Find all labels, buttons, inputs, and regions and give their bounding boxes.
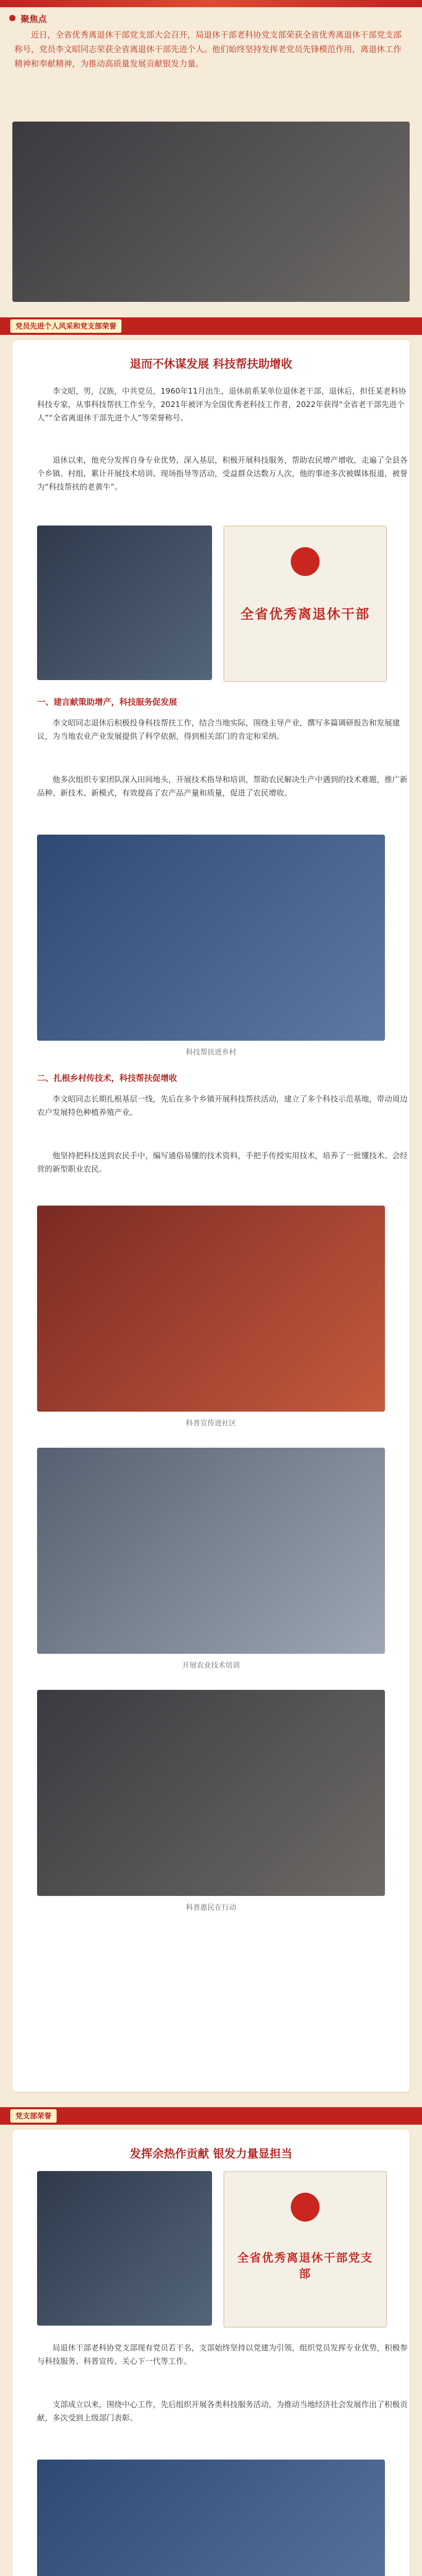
portrait-photo bbox=[37, 526, 212, 680]
card-1-para-4: 他多次组织专家团队深入田间地头，开展技术指导和培训，帮助农民解决生产中遇到的技术难题，推广新品种、新技术、新模式，有效提高了农产品产量和质量，促进了农民增收。 bbox=[37, 775, 408, 798]
header-title: 聚焦点 bbox=[21, 14, 47, 25]
card-1-para-5: 李文昭同志长期扎根基层一线，先后在多个乡镇开展科技帮扶活动，建立了多个科技示范基地，带动周边农户发展特色种植养殖产业。 bbox=[37, 1094, 408, 1117]
card-2 bbox=[12, 2130, 410, 2576]
photo-2 bbox=[37, 1206, 385, 1412]
caption-2: 科普宣传进社区 bbox=[186, 1419, 236, 1428]
section-bar-1 bbox=[0, 317, 422, 335]
photo-4 bbox=[37, 1690, 385, 1896]
emblem-icon bbox=[291, 547, 320, 576]
emblem-icon-2 bbox=[291, 2193, 320, 2222]
card-1 bbox=[12, 340, 410, 2092]
certificate-image bbox=[223, 526, 387, 682]
card-2-para-1: 局退休干部老科协党支部现有党员若干名，支部始终坚持以党建为引领，组织党员发挥专业优势，积极参与科技服务、科普宣传、关心下一代等工作。 bbox=[37, 2343, 408, 2366]
card-1-subheading-1: 一、建言献策助增产，科技服务促发展 bbox=[37, 697, 178, 707]
card-1-subheading-2: 二、扎根乡村传技术，科技帮扶促增收 bbox=[37, 1073, 178, 1083]
section-dot-icon bbox=[9, 15, 15, 21]
intro-paragraph: 近日，全省优秀离退休干部党支部大会召开，局退休干部老科协党支部荣获全省优秀离退休干部党支部称号，党员李文昭同志荣获全省离退休干部先进个人。他们始终坚持发挥老党员先锋模范作用，离退休工作精神和奉献精神，为推动高质量发展贡献银发力量。 bbox=[14, 30, 402, 69]
section-badge-2: 党支部荣誉 bbox=[10, 2109, 57, 2123]
card-1-para-6: 他坚持把科技送到农民手中，编写通俗易懂的技术资料，手把手传授实用技术，培养了一批懂技术、会经营的新型职业农民。 bbox=[37, 1151, 408, 1174]
section-bar-2 bbox=[0, 2107, 422, 2125]
card-1-para-3: 李文昭同志退休后积极投身科技帮扶工作，结合当地实际，围绕主导产业，撰写多篇调研报告和发展建议，为当地农业产业发展提供了科学依据，得到相关部门的肯定和采纳。 bbox=[37, 718, 400, 741]
caption-3: 开展农业技术培训 bbox=[182, 1662, 240, 1670]
certificate-text-2: 全省优秀离退休干部党支部 bbox=[237, 2251, 373, 2281]
top-banner bbox=[0, 0, 422, 7]
caption-4: 科普惠民在行动 bbox=[186, 1904, 236, 1912]
card-1-para-1: 李文昭，男，汉族，中共党员，1960年11月出生，退休前系某单位退休老干部，退休后，担任某老科协科技专家，从事科技帮扶工作至今，2021年被评为全国优秀老科技工作者，2022年获得“全省老干部先进个人”“全省离退休干部先进个人”等荣誉称号。 bbox=[37, 386, 407, 422]
portrait-photo-2 bbox=[37, 2171, 212, 2326]
photo-1 bbox=[37, 835, 385, 1041]
card-2-para-2: 支部成立以来，围绕中心工作，先后组织开展各类科技服务活动，为推动当地经济社会发展作出了积极贡献，多次受到上级部门表彰。 bbox=[37, 2400, 408, 2422]
photo-3 bbox=[37, 1448, 385, 1654]
section-badge-1: 党员先进个人风采和党支部荣誉 bbox=[10, 319, 121, 333]
card-2-title: 发挥余热作贡献 银发力量显担当 bbox=[130, 2148, 292, 2161]
certificate-image-2 bbox=[223, 2171, 387, 2328]
card-1-para-2: 退休以来，他充分发挥自身专业优势，深入基层，积极开展科技服务，帮助农民增产增收，走遍了全县各个乡镇、村组，累计开展技术培训、现场指导等活动，受益群众达数万人次，他的事迹多次被媒体报道，被誉为“科技帮扶的老黄牛”。 bbox=[37, 455, 408, 492]
photo-5 bbox=[37, 2460, 385, 2576]
group-photo bbox=[12, 122, 410, 302]
caption-1: 科技帮扶进乡村 bbox=[186, 1048, 236, 1057]
certificate-text: 全省优秀离退休干部 bbox=[240, 607, 370, 622]
card-1-title: 退而不休谋发展 科技帮扶助增收 bbox=[130, 358, 292, 371]
header bbox=[9, 11, 47, 25]
